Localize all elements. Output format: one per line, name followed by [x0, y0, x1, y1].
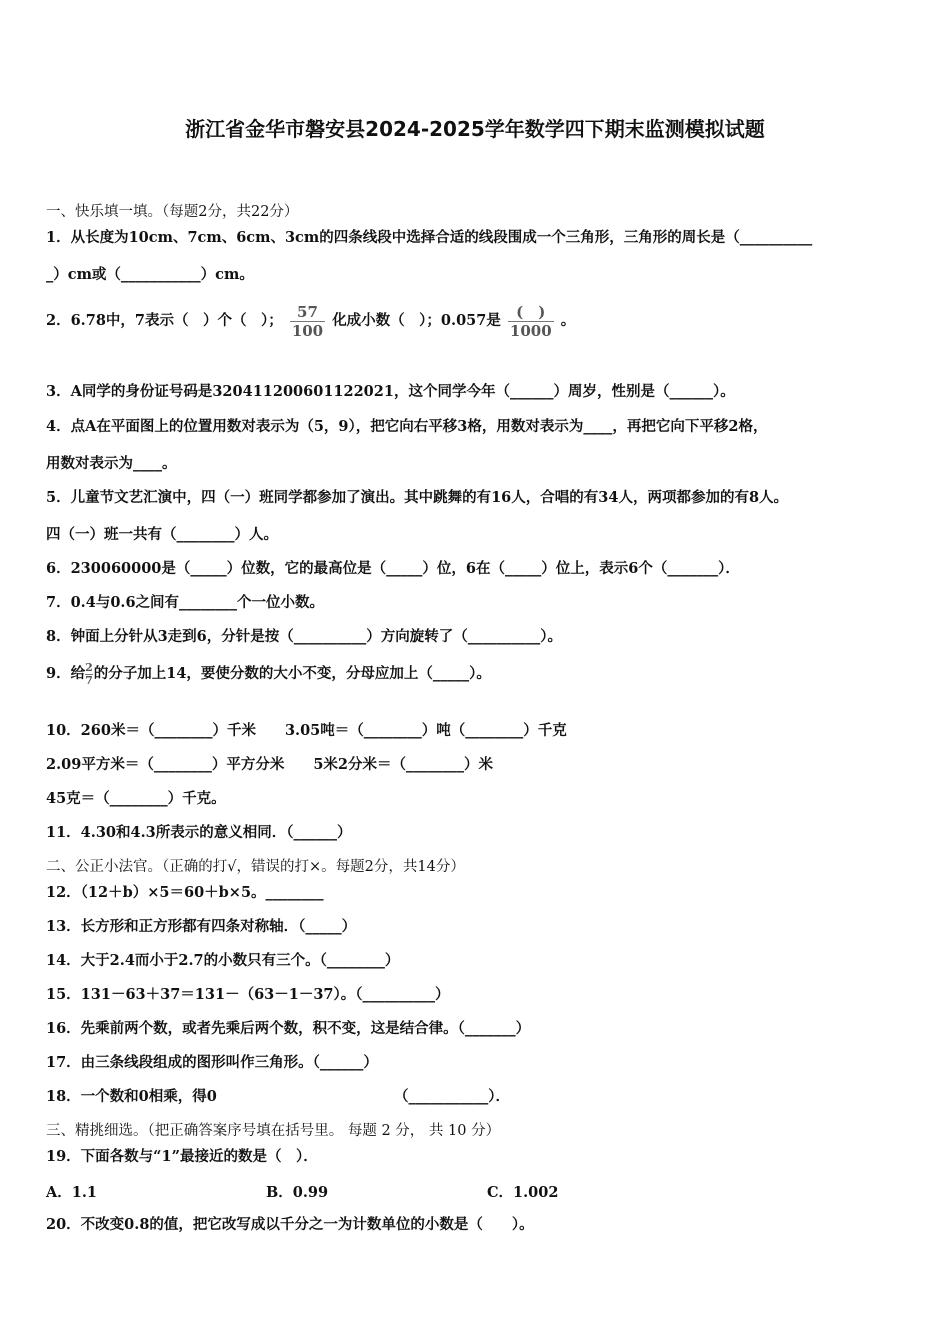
fraction-2-over-7: [85, 662, 93, 687]
question-1-line-1: 1．从长度为10cm、7cm、6cm、3cm的四条线段中选择合适的线段围成一个三角形，三角形的周长是（__________: [46, 229, 813, 246]
question-2-part-b: 化成小数（ ）；0.057是: [332, 312, 501, 329]
question-9-part-a: 9．给: [46, 665, 86, 682]
fraction-numerator: 2: [85, 660, 93, 674]
question-9: [46, 657, 491, 691]
fraction-blank-over-1000: [508, 303, 554, 340]
section-2-heading: 二、公正小法官。（正确的打√，错误的打×。每题2分，共14分）: [46, 859, 465, 875]
question-19-option-b: B．0.99: [266, 1184, 329, 1201]
question-5-line-2: 四（一）班一共有（________）人。: [46, 526, 278, 543]
page-title: 浙江省金华市磐安县2024-2025学年数学四下期末监测模拟试题: [185, 117, 765, 141]
fraction-numerator: ( ): [516, 302, 546, 321]
question-20: 20．不改变0.8的值，把它改写成以千分之一为计数单位的小数是（ ）。: [46, 1216, 534, 1233]
question-8: 8．钟面上分针从3走到6，分针是按（__________）方向旋转了（__________）。: [46, 628, 563, 645]
question-10-line-3: 45克＝（________）千克。: [46, 790, 226, 807]
question-19-stem: 19．下面各数与“1”最接近的数是（ ）．: [46, 1148, 318, 1165]
section-3-heading: 三、精挑细选。（把正确答案序号填在括号里。 每题 2 分， 共 10 分）: [46, 1123, 501, 1139]
question-1-line-2: _）cm或（___________）cm。: [46, 266, 254, 283]
question-14: 14．大于2.4而小于2.7的小数只有三个。（________）: [46, 952, 400, 969]
fraction-denominator: 7: [85, 673, 93, 687]
question-10-line-2: 2.09平方米＝（________）平方分米 5米2分米＝（________）米: [46, 756, 493, 773]
question-3: 3．A同学的身份证号码是320411200601122021，这个同学今年（______）周岁，性别是（______）。: [46, 383, 735, 400]
question-19-option-a: A．1.1: [46, 1184, 97, 1201]
question-17: 17．由三条线段组成的图形叫作三角形。（______）: [46, 1054, 378, 1071]
question-4-line-1: 4．点A在平面图上的位置用数对表示为（5，9），把它向右平移3格，用数对表示为____，再把它向下平移2格，: [46, 418, 768, 435]
question-15: 15．131－63＋37＝131－（63－1－37）。（__________）: [46, 986, 450, 1003]
fraction-57-over-100: [290, 303, 325, 340]
question-7: 7．0.4与0.6之间有________个一位小数。: [46, 594, 325, 611]
question-5-line-1: 5．儿童节文艺汇演中，四（一）班同学都参加了演出。其中跳舞的有16人，合唱的有34人，两项都参加的有8人。: [46, 489, 789, 506]
question-19-option-c: C．1.002: [487, 1184, 559, 1201]
section-1-heading: 一、快乐填一填。（每题2分，共22分）: [46, 204, 299, 220]
question-11: 11．4.30和4.3所表示的意义相同．（______）: [46, 824, 352, 841]
question-10-line-1: 10．260米＝（________）千米 3.05吨＝（________）吨（________）千克: [46, 722, 567, 739]
question-2: [46, 302, 575, 340]
question-12: 12．（12＋b）×5＝60＋b×5。________: [46, 884, 324, 901]
question-9-part-b: 的分子加上14，要使分数的大小不变，分母应加上（_____）。: [93, 665, 491, 682]
question-18-text: 18．一个数和0相乘，得0: [46, 1088, 217, 1105]
question-13: 13．长方形和正方形都有四条对称轴．（_____）: [46, 918, 357, 935]
question-2-part-c: 。: [560, 312, 576, 329]
question-18-blank: （___________）．: [394, 1088, 510, 1105]
fraction-denominator: 100: [291, 321, 324, 340]
question-16: 16．先乘前两个数，或者先乘后两个数，积不变，这是结合律。（_______）: [46, 1020, 531, 1037]
fraction-denominator: 1000: [509, 321, 552, 340]
question-2-part-a: 2．6.78中，7表示（ ）个（ ）；: [46, 312, 283, 329]
question-6: 6．230060000是（_____）位数，它的最高位是（_____）位，6在（_____）位上，表示6个（_______）．: [46, 560, 740, 577]
question-4-line-2: 用数对表示为____。: [46, 455, 177, 472]
fraction-numerator: 57: [297, 302, 318, 321]
